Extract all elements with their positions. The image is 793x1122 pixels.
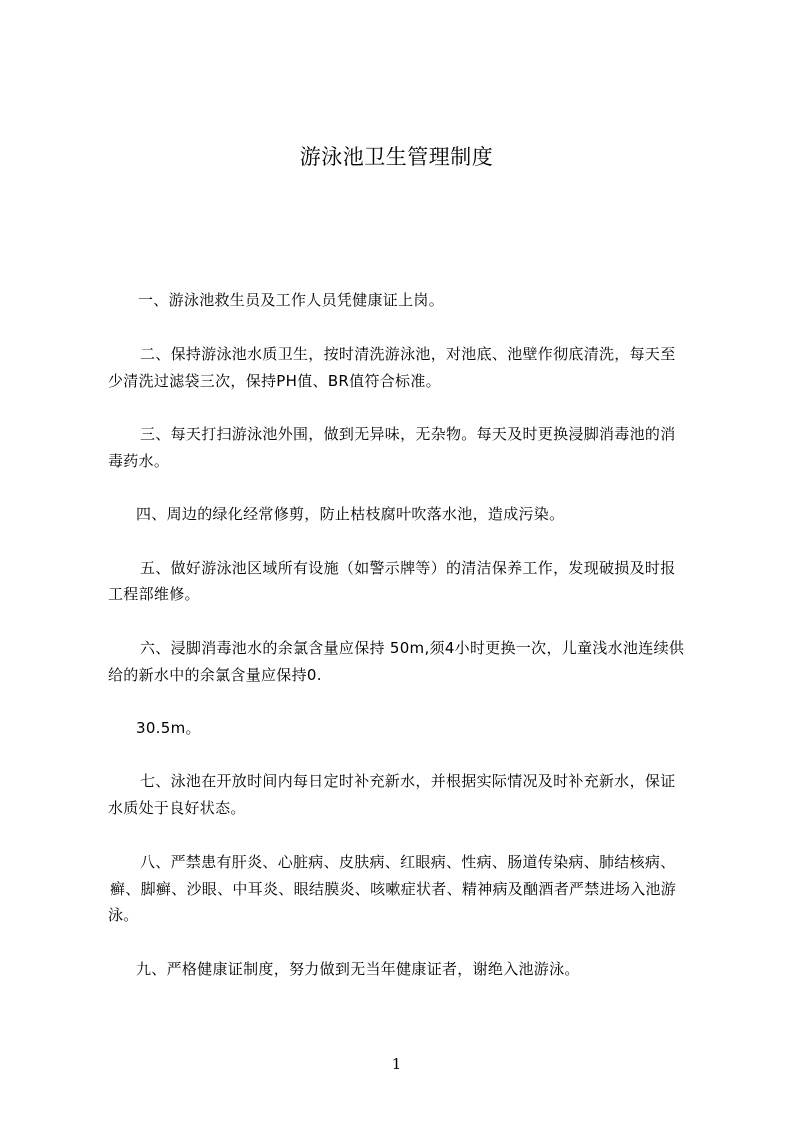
rule-item-7-line-2: 水质处于良好状态。 (108, 799, 246, 817)
rule-item-8-line-2: 癣、脚癣、沙眼、中耳炎、眼结膜炎、咳嗽症状者、精神病及酗酒者严禁进场入池游 (110, 880, 677, 898)
rule-item-1 (138, 286, 444, 314)
rule-item-9-line-1: 九、严格健康证制度，努力做到无当年健康证者，谢绝入池游泳。 (136, 960, 580, 978)
rule-item-1-line-1: 一、游泳池救生员及工作人员凭健康证上岗。 (138, 291, 445, 309)
rule-item-5-line-2: 工程部维修。 (108, 585, 200, 603)
rule-item-3-line-1: 三、每天打扫游泳池外围，做到无异味，无杂物。每天及时更换浸脚消毒池的消 (140, 425, 676, 443)
rule-item-8-line-3: 泳。 (108, 906, 139, 924)
rule-item-2-line-2: 少清洗过滤袋三次，保持PH值、BR值符合标准。 (108, 372, 441, 390)
rule-item-5-line-1: 五、做好游泳池区域所有设施（如警示牌等）的清洁保养工作，发现破损及时报 (140, 559, 676, 577)
rule-item-6-line-1: 六、浸脚消毒池水的余氯含量应保持 50m,须4小时更换一次，儿童浅水池连续供 (140, 639, 685, 657)
rule-item-8-line-1: 八、严禁患有肝炎、心脏病、皮肤病、红眼病、性病、肠道传染病、肺结核病、 (140, 853, 676, 871)
rule-item-6-line-2: 给的新水中的余氯含量应保持0. (108, 666, 322, 684)
rule-item-4-line-1: 四、周边的绿化经常修剪，防止枯枝腐叶吹落水池，造成污染。 (136, 505, 565, 523)
rule-item-3-line-2: 毒药水。 (108, 452, 170, 470)
rule-item-7-line-1: 七、泳池在开放时间内每日定时补充新水，并根据实际情况及时补充新水，保证 (140, 772, 676, 790)
rule-item-2-line-1: 二、保持游泳池水质卫生，按时清洗游泳池，对池底、池壁作彻底清洗，每天至 (140, 345, 676, 363)
page-number: 1 (391, 1055, 402, 1073)
rule-item-6-continuation-line: 30.5m。 (136, 719, 201, 737)
document-title: 游泳池卫生管理制度 (299, 145, 494, 169)
